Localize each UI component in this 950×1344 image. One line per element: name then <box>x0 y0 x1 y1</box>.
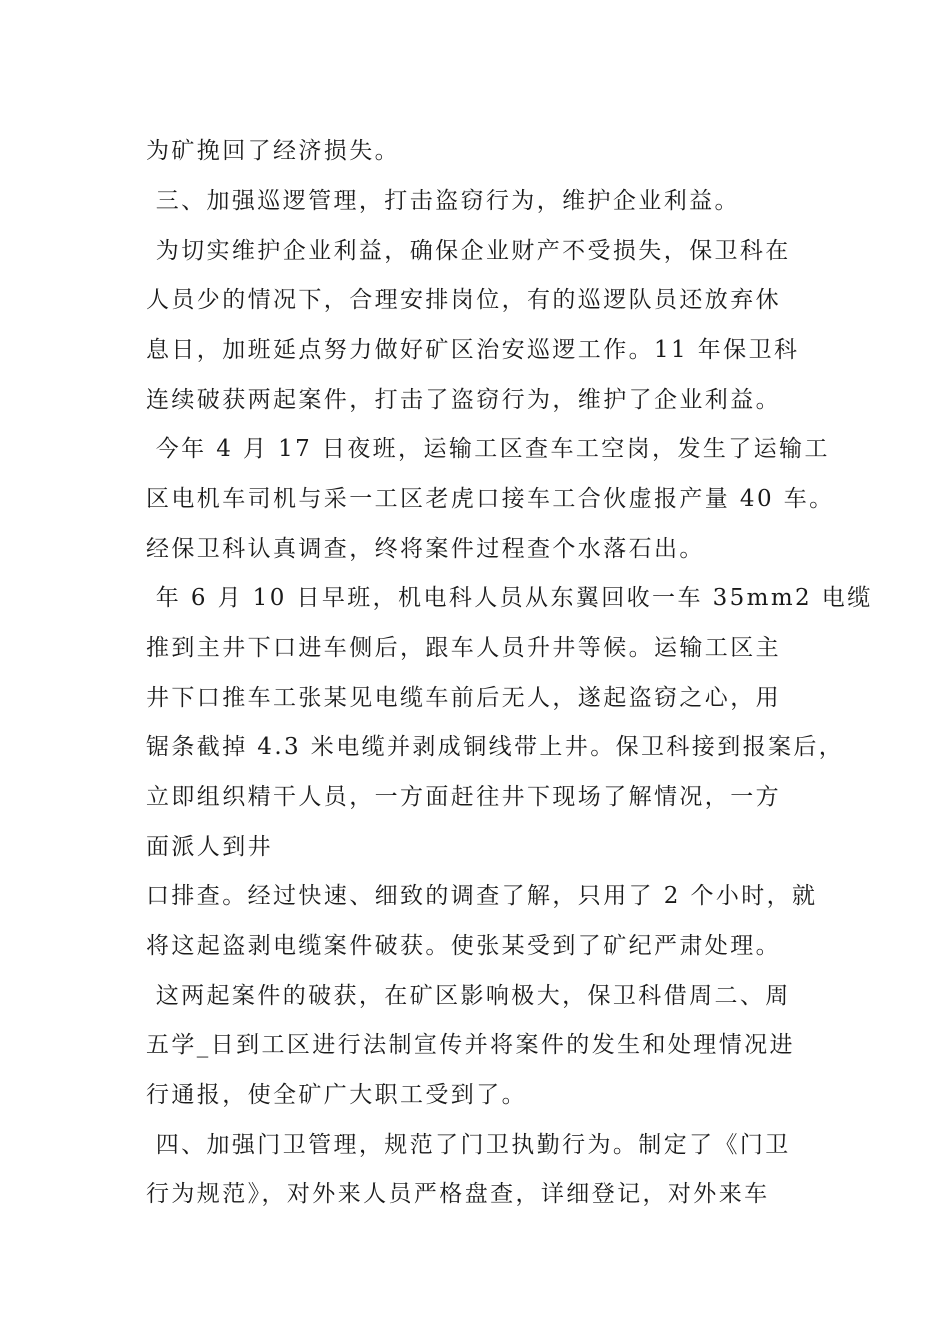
text-line: 行通报，使全矿广大职工受到了。 <box>146 1082 527 1108</box>
text-line: 行为规范》，对外来人员严格盘查，详细登记，对外来车 <box>146 1181 770 1207</box>
text-line: 井下口推车工张某见电缆车前后无人，遂起盗窃之心，用 <box>146 685 781 711</box>
section-heading: 三、加强巡逻管理，打击盗窃行为，维护企业利益。 <box>146 188 740 214</box>
text-line: 区电机车司机与采一工区老虎口接车工合伙虚报产量 40 车。 <box>146 486 835 512</box>
text-line: 连续破获两起案件，打击了盗窃行为，维护了企业利益。 <box>146 387 781 413</box>
text-line: 为矿挽回了经济损失。 <box>146 138 400 164</box>
section-heading: 四、加强门卫管理，规范了门卫执勤行为。制定了《门卫 <box>146 1132 791 1158</box>
text-line: 今年 4 月 17 日夜班，运输工区查车工空岗，发生了运输工 <box>146 436 830 462</box>
text-line: 息日，加班延点努力做好矿区治安巡逻工作。11 年保卫科 <box>146 337 800 363</box>
text-line: 口排查。经过快速、细致的调查了解，只用了 2 个小时，就 <box>146 883 818 909</box>
text-line: 锯条截掉 4.3 米电缆并剥成铜线带上井。保卫科接到报案后， <box>146 734 845 760</box>
text-line: 经保卫科认真调查，终将案件过程查个水落石出。 <box>146 536 705 562</box>
text-line: 面派人到井 <box>146 834 273 860</box>
text-line: 立即组织精干人员，一方面赶往井下现场了解情况，一方 <box>146 784 781 810</box>
text-line: 为切实维护企业利益，确保企业财产不受损失，保卫科在 <box>146 238 791 264</box>
text-line: 将这起盗剥电缆案件破获。使张某受到了矿纪严肃处理。 <box>146 933 781 959</box>
text-line: 这两起案件的破获，在矿区影响极大，保卫科借周二、周 <box>146 983 791 1009</box>
text-line: 五学_日到工区进行法制宣传并将案件的发生和处理情况进 <box>146 1032 795 1058</box>
text-line: 年 6 月 10 日早班，机电科人员从东翼回收一车 35mm2 电缆 <box>146 585 873 611</box>
text-line: 人员少的情况下，合理安排岗位，有的巡逻队员还放弃休 <box>146 287 781 313</box>
text-line: 推到主井下口进车侧后，跟车人员升井等候。运输工区主 <box>146 635 781 661</box>
